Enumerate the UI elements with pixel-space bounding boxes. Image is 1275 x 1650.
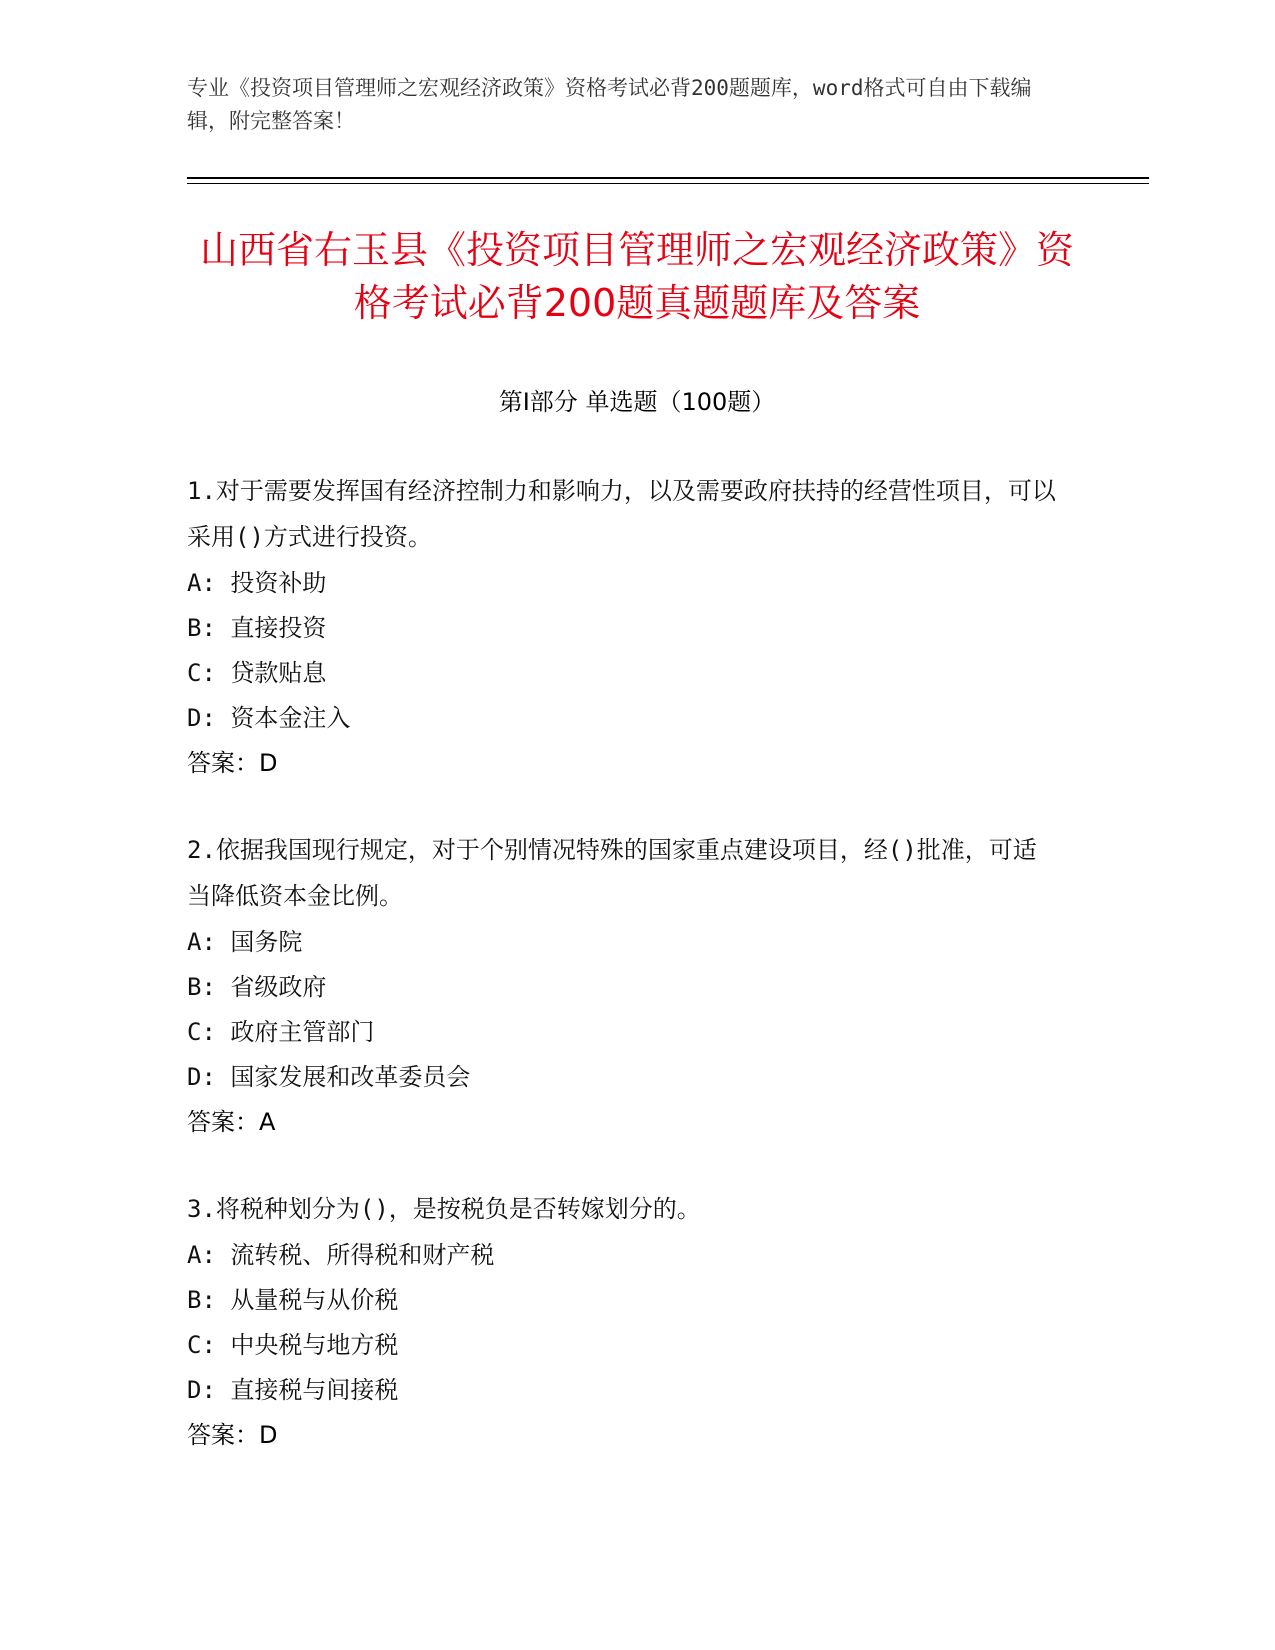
- option-b: B: 从量税与从价税: [187, 1286, 399, 1314]
- answer: 答案：A: [187, 1108, 276, 1136]
- option-c: C: 政府主管部门: [187, 1018, 375, 1046]
- question-1: [187, 468, 1057, 785]
- section-title: 第I部分 单选题（100题）: [498, 388, 776, 416]
- question-text: 1.对于需要发挥国有经济控制力和影响力，以及需要政府扶持的经营性项目，可以采用()方式进行投资。: [187, 477, 1056, 551]
- header-rule-thick: [187, 177, 1149, 179]
- question-list: [187, 468, 1057, 1499]
- option-a: A: 投资补助: [187, 569, 327, 597]
- question-text: 3.将税种划分为()，是按税负是否转嫁划分的。: [187, 1195, 701, 1223]
- option-a: A: 流转税、所得税和财产税: [187, 1241, 495, 1269]
- option-c: C: 贷款贴息: [187, 659, 327, 687]
- document-title: 山西省右玉县《投资项目管理师之宏观经济政策》资格考试必背200题真题题库及答案: [199, 228, 1074, 325]
- answer: 答案：D: [187, 1421, 278, 1449]
- option-a: A: 国务院: [187, 928, 303, 956]
- option-d: D: 资本金注入: [187, 704, 351, 732]
- option-b: B: 直接投资: [187, 614, 327, 642]
- option-d: D: 直接税与间接税: [187, 1376, 399, 1404]
- option-d: D: 国家发展和改革委员会: [187, 1063, 471, 1091]
- question-2: [187, 827, 1057, 1144]
- question-text: 2.依据我国现行规定，对于个别情况特殊的国家重点建设项目，经()批准，可适当降低资本金比例。: [187, 836, 1037, 910]
- header-note: 专业《投资项目管理师之宏观经济政策》资格考试必背200题题库，word格式可自由下载编辑，附完整答案！: [187, 76, 1032, 133]
- option-c: C: 中央税与地方税: [187, 1331, 399, 1359]
- header-rule-thin: [187, 183, 1149, 184]
- question-3: [187, 1186, 1057, 1457]
- answer: 答案：D: [187, 749, 278, 777]
- option-b: B: 省级政府: [187, 973, 327, 1001]
